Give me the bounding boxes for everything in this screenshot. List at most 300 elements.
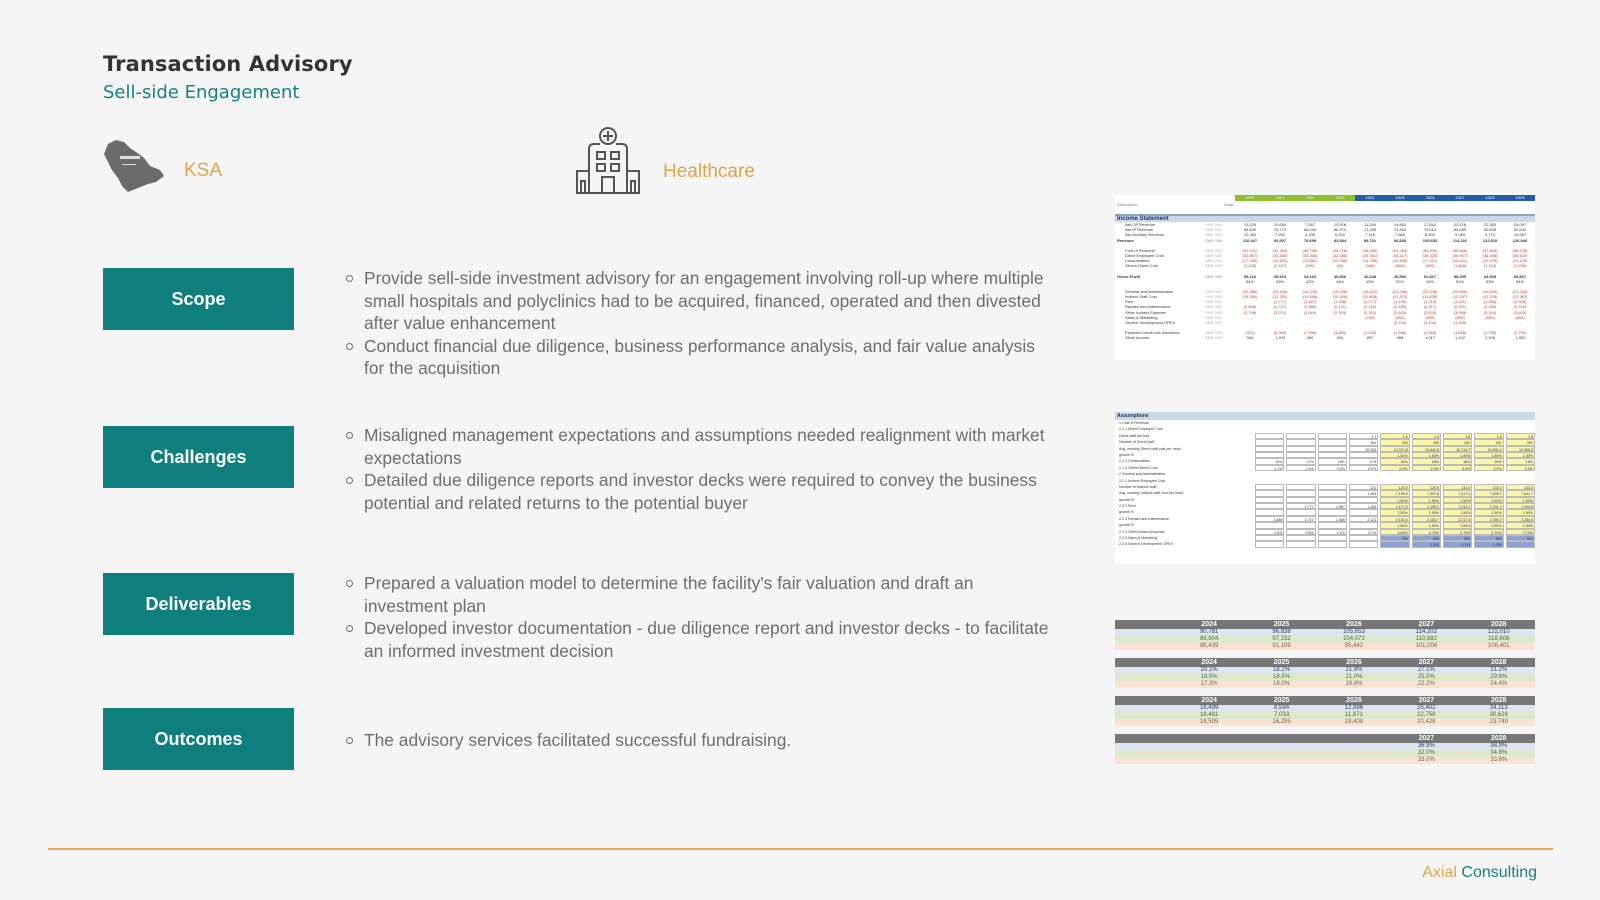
deliverables-label: Deliverables — [103, 573, 294, 635]
row-value: 92,542 — [1513, 227, 1527, 233]
row-value — [1245, 757, 1317, 764]
row-value: 54% — [1515, 278, 1524, 284]
row-cell: 2,152.4 — [1380, 516, 1409, 522]
row-value: (1,213) — [1423, 299, 1437, 305]
bullet-item: Developed investor documentation - due diligence report and investor decks - to facilitate an informed investment decision — [346, 617, 1056, 662]
year-cell: 2027 — [1418, 659, 1435, 666]
row-label: Avg. monthly Indirect staff cost per head — [1119, 491, 1183, 496]
row-value: (58,578) — [1512, 247, 1528, 253]
row-label: Net OP Revenue — [1125, 222, 1156, 227]
row-value: 86,600 — [1243, 227, 1257, 233]
row-value: 11,284 — [1364, 222, 1376, 227]
row-value: (2,833) — [1423, 309, 1437, 315]
row-value: (2,332) — [1363, 309, 1377, 315]
row-value: 9,084 — [1454, 232, 1465, 238]
row-cell: 1,177.5 — [1380, 503, 1409, 509]
row-unit: SAR '000 — [1205, 294, 1222, 300]
row-value: 7,252 — [1274, 232, 1285, 238]
challenges-label: Challenges — [103, 426, 294, 488]
row-value: 24,097 — [1513, 222, 1527, 227]
row-value: (53,826) — [1422, 247, 1438, 253]
row-cell: 0.9% — [1380, 465, 1409, 471]
row-label: 2.1.3 Others Direct Cost — [1119, 465, 1158, 470]
row-value: 84,089 — [1453, 227, 1467, 233]
row-value: 42% — [1305, 278, 1314, 284]
row-cell: 16% — [1318, 458, 1347, 464]
row-label: Indirect Staff Cost — [1125, 294, 1157, 300]
bullet-item: The advisory services facilitated successful fundraising. — [346, 729, 1056, 752]
bullet-item: Prepared a valuation model to determine the facility's fair valuation and draft an investment plan — [346, 572, 1056, 617]
row-value: 110,882 — [1415, 636, 1437, 642]
row-value: 17.3% — [1200, 681, 1218, 687]
row-cell: 2.4% — [1286, 465, 1315, 471]
row-value: 1,228 — [1484, 335, 1495, 341]
row-value: (1,792) — [1513, 330, 1527, 336]
row-cell: 1.50% — [1474, 497, 1503, 503]
summary-table — [1115, 658, 1535, 688]
row-cell: 7,307.8 — [1412, 490, 1441, 496]
row-value: 122,010 — [1487, 629, 1510, 635]
income-statement-thumbnail — [1115, 195, 1535, 360]
row-unit: SAR '000 — [1205, 222, 1222, 227]
income-statement-heading: Income Statement — [1115, 214, 1535, 222]
row-value: 465 — [1306, 335, 1314, 341]
bullet-item: Conduct financial due diligence, business performance analysis, and fair value analysis for the acquisition — [346, 335, 1056, 380]
row-value: (15,226) — [1302, 288, 1318, 294]
row-cell: 1.8 — [1412, 433, 1441, 439]
row-value: (2,848) — [1243, 304, 1257, 310]
summary-tables-thumbnail — [1115, 620, 1535, 782]
row-value: 8,400 — [1424, 232, 1435, 238]
row-value: (11,313) — [1392, 294, 1408, 300]
row-cell: 0.2% — [1318, 465, 1347, 471]
row-value: 83,584 — [1333, 237, 1347, 243]
row-cell: 12,068.5 — [1506, 446, 1535, 452]
row-value: (809) — [1515, 314, 1525, 320]
row-value: (606) — [1395, 263, 1405, 269]
row-value: 114,202 — [1415, 629, 1437, 635]
row-value: 29.6% — [1490, 674, 1508, 680]
row-value: (800) — [1395, 314, 1405, 320]
header-spacer — [1115, 696, 1173, 705]
row-cell: 1,777 — [1286, 503, 1315, 509]
row-label: Avg. monthly Direct staff cost per head — [1119, 446, 1181, 451]
row-cell — [1318, 541, 1347, 547]
year-cell: 2026 — [1346, 621, 1362, 628]
row-cell: 2,848 — [1255, 516, 1284, 522]
row-label: Repairs and maintenance — [1125, 304, 1171, 310]
row-value: 22,393 — [1483, 222, 1497, 227]
year-cell: 2025 — [1273, 697, 1290, 704]
summary-row — [1115, 681, 1535, 688]
year-cell: 2024 — [1355, 195, 1385, 201]
row-cell: 1.50% — [1380, 509, 1409, 515]
row-value: 59,216 — [1243, 273, 1257, 279]
row-spacer — [1115, 712, 1173, 719]
summary-row — [1115, 743, 1535, 750]
row-value: (1,231) — [1453, 299, 1467, 305]
row-spacer — [1115, 705, 1173, 712]
row-cell: 1.50% — [1443, 509, 1472, 515]
year-cell: 2027 — [1418, 697, 1435, 704]
row-cell: 16% — [1412, 458, 1441, 464]
row-label: Rent — [1125, 299, 1134, 305]
year-cell: 2025 — [1385, 195, 1415, 201]
row-value — [1318, 750, 1390, 757]
row-value: (1,777) — [1273, 299, 1287, 305]
row-value: - — [1249, 314, 1251, 320]
row-cell: 133.0 — [1474, 484, 1503, 490]
row-unit: SAR '000 — [1205, 258, 1222, 264]
row-cell: 16% — [1380, 458, 1409, 464]
row-spacer — [1115, 743, 1173, 750]
row-cell: 3,154 — [1412, 541, 1441, 547]
row-value: (189) — [1305, 263, 1315, 269]
row-cell: 7,199.9 — [1380, 490, 1409, 496]
row-value: (15,658) — [1392, 258, 1408, 264]
row-spacer — [1115, 636, 1173, 643]
row-value: (5,365) — [1273, 330, 1287, 336]
row-value: 8,594 — [1274, 705, 1290, 711]
bullet-circle-icon — [346, 275, 353, 282]
year-cell — [1245, 734, 1317, 743]
row-value: (10,306) — [1332, 294, 1348, 300]
row-cell: 298 — [1412, 439, 1441, 445]
row-spacer — [1115, 719, 1173, 726]
bullet-circle-icon — [346, 580, 353, 587]
row-value: 1,142 — [1454, 335, 1465, 341]
row-value: (34,546) — [1272, 252, 1288, 258]
row-value: 17,642 — [1423, 222, 1437, 227]
row-value: (19,830) — [1482, 288, 1498, 294]
row-unit: SAR '000 — [1205, 232, 1222, 238]
row-value: (1,425) — [1363, 330, 1377, 336]
assumptions-rows — [1115, 420, 1535, 548]
row-value: 1,017 — [1424, 335, 1435, 341]
row-value: (12,378) — [1482, 294, 1498, 300]
row-value: (1,008) — [1453, 263, 1467, 269]
row-unit: SAR '000 — [1205, 227, 1222, 233]
income-statement-rows — [1115, 222, 1535, 341]
row-cell: 1,231.3 — [1474, 503, 1503, 509]
row-cell: 16% — [1255, 458, 1284, 464]
year-cell — [1173, 734, 1245, 743]
row-value: 51,827 — [1423, 273, 1437, 279]
row-value: 47% — [1395, 278, 1404, 284]
row-cell: 1.8 — [1443, 433, 1472, 439]
row-value: (18,621) — [1452, 258, 1468, 264]
row-cell: 2.70% — [1443, 529, 1472, 535]
row-value: 20,118 — [1454, 222, 1466, 227]
year-cell — [1318, 734, 1390, 743]
row-value: 897 — [1366, 335, 1374, 341]
row-cell: 1,586 — [1318, 516, 1347, 522]
row-cell: 262 — [1443, 439, 1472, 445]
row-cell: 1.8 — [1474, 433, 1503, 439]
row-value: 89,701 — [1363, 237, 1377, 243]
row-unit — [1205, 279, 1235, 284]
row-value — [1245, 750, 1317, 757]
row-value: - — [1249, 320, 1251, 325]
row-value: (15,652) — [1272, 258, 1288, 264]
year-cell: 2026 — [1346, 659, 1362, 666]
summary-row — [1115, 705, 1535, 712]
row-value: 12,284 — [1243, 232, 1257, 238]
row-value: 36.9% — [1417, 743, 1435, 749]
row-unit: SAR '000 — [1205, 330, 1222, 336]
row-unit: SAR '000 — [1205, 252, 1222, 258]
year-cell: 2026 — [1415, 195, 1445, 201]
row-cell: 7,641.7 — [1506, 490, 1535, 496]
row-value: 106,401 — [1487, 643, 1510, 649]
row-cell: 10,371.8 — [1380, 446, 1409, 452]
row-value: (1,755) — [1483, 330, 1497, 336]
row-value: 10,918 — [1333, 222, 1347, 227]
row-value: (1,195) — [1393, 299, 1407, 305]
row-value: (20,209) — [1482, 258, 1498, 264]
row-value: (15,612) — [1362, 288, 1378, 294]
header-spacer — [1115, 734, 1173, 743]
row-value: 122,810 — [1482, 237, 1498, 243]
year-cell: 2023 — [1325, 195, 1355, 201]
brand-logo: Axial Consulting — [1422, 864, 1537, 881]
row-spacer — [1115, 629, 1173, 636]
row-unit: SAR '000 — [1205, 335, 1222, 341]
row-cell: 0.9% — [1474, 465, 1503, 471]
row-value: 89,904 — [1199, 636, 1219, 642]
row-cell: 800 — [1506, 535, 1535, 541]
row-cell: 0.9% — [1412, 465, 1441, 471]
row-value: (7,938) — [1303, 330, 1317, 336]
row-value: 79,699 — [1303, 237, 1317, 243]
bullet-circle-icon — [346, 477, 353, 484]
row-cell — [1380, 541, 1409, 547]
row-unit: SAR '000 — [1205, 288, 1222, 294]
row-label: 2.2.6 Service Development OPEX — [1119, 542, 1174, 547]
row-value: (1,587) — [1303, 299, 1317, 305]
summary-row — [1115, 757, 1535, 764]
bullet-circle-icon — [346, 432, 353, 439]
row-value: - — [1339, 314, 1341, 320]
row-cell: 1.50% — [1474, 452, 1503, 458]
summary-row — [1115, 674, 1535, 681]
row-label: 2.2.5 Sales & Marketing — [1119, 536, 1158, 541]
row-cell: 1.50% — [1443, 497, 1472, 503]
row-cell: 133.0 — [1506, 484, 1535, 490]
year-cell: 2025 — [1273, 659, 1290, 666]
row-label: 2.2.2 Rent — [1119, 504, 1136, 509]
row-value: (36,957) — [1452, 252, 1468, 258]
row-value: 71,299 — [1363, 227, 1377, 233]
row-cell: 1,213.1 — [1443, 503, 1472, 509]
row-value: (48,053) — [1362, 247, 1378, 253]
row-value: (46,716) — [1332, 247, 1348, 253]
row-spacer — [1115, 757, 1173, 764]
row-value: 54% — [1245, 278, 1254, 284]
row-label: growth % — [1119, 452, 1134, 457]
row-value: (20,695) — [1452, 288, 1468, 294]
row-value: 64,905 — [1483, 273, 1497, 279]
scope-label: Scope — [103, 268, 294, 330]
row-value: 7,684 — [1394, 232, 1405, 238]
row-cell: 0.9% — [1506, 465, 1535, 471]
year-cell: 2028 — [1490, 697, 1507, 704]
row-value: (750) — [1365, 314, 1375, 320]
row-unit: SAR '000 — [1205, 309, 1222, 315]
row-value: 18.5% — [1273, 674, 1291, 680]
row-value: 19.5% — [1200, 674, 1218, 680]
summary-header — [1115, 696, 1535, 705]
row-cell: 2.70% — [1474, 529, 1503, 535]
row-value: (36,498) — [1482, 252, 1498, 258]
row-cell: 1.50% — [1443, 522, 1472, 528]
row-cell: 2.1% — [1318, 529, 1347, 535]
summary-row — [1115, 719, 1535, 726]
row-value: 86,439 — [1199, 643, 1219, 649]
year-cell: 2028 — [1490, 659, 1507, 666]
row-value: (1,640) — [1303, 309, 1317, 315]
row-label: Service Development OPEX — [1125, 320, 1176, 325]
row-value: 44% — [1335, 278, 1344, 284]
challenges-bullets — [346, 424, 1056, 514]
row-cell: 3,134 — [1443, 541, 1472, 547]
row-value: (2,284) — [1483, 304, 1497, 310]
table-row — [1115, 541, 1535, 547]
row-value: (2,318) — [1513, 304, 1527, 310]
row-value: (2,293) — [1333, 309, 1347, 315]
row-value: (1,235) — [1513, 263, 1527, 269]
row-value: (21,246) — [1392, 288, 1408, 294]
row-label: Consumables — [1125, 258, 1150, 264]
row-value: - — [1369, 320, 1371, 325]
row-value: (14,354) — [1242, 294, 1258, 300]
row-value: 96,838 — [1393, 237, 1407, 243]
row-cell: 120.0 — [1412, 484, 1441, 490]
row-value: 21.9% — [1345, 667, 1363, 673]
row-cell — [1349, 541, 1378, 547]
row-value: (55,846) — [1452, 247, 1468, 253]
row-unit: SAR '000 — [1205, 299, 1222, 305]
row-cell: 262 — [1474, 439, 1503, 445]
row-cell: 2.60% — [1380, 529, 1409, 535]
row-value: - — [1489, 320, 1491, 325]
row-value: (34,417) — [1392, 252, 1408, 258]
row-label: Direct staff per bed — [1119, 433, 1150, 438]
row-label: Others Direct Cost — [1125, 263, 1158, 269]
row-value: 96,838 — [1272, 629, 1291, 635]
row-cell: 1.1% — [1255, 465, 1284, 471]
summary-row — [1115, 712, 1535, 719]
row-cell: 1.50% — [1506, 522, 1535, 528]
bullet-item: Detailed due diligence reports and investor decks were required to convey the business potential and related returns to the potential buyer — [346, 469, 1056, 514]
year-cell: 2026 — [1346, 697, 1362, 704]
row-cell: 7,528.7 — [1474, 490, 1503, 496]
row-label: General and Administrative — [1125, 288, 1174, 294]
row-value: (2,251) — [1453, 304, 1467, 310]
row-label: Number of Indirect staff — [1119, 484, 1157, 489]
row-value: (20,266) — [1242, 288, 1258, 294]
row-cell: 1.50% — [1412, 522, 1441, 528]
row-value: (1,727) — [1273, 304, 1287, 310]
row-value: (1,563) — [1423, 330, 1437, 336]
row-value: (3,316) — [1483, 309, 1497, 315]
row-cell: 10,541.6 — [1412, 446, 1441, 452]
row-value: 114,202 — [1452, 237, 1468, 243]
row-value: 51% — [1455, 278, 1464, 284]
row-value: (2,798) — [1243, 309, 1257, 315]
row-value: 101,006 — [1415, 643, 1438, 649]
table-row — [1115, 320, 1535, 325]
row-value: 6,420 — [1334, 232, 1345, 238]
row-value: 66,240 — [1303, 227, 1317, 233]
year-cell: 2028 — [1490, 735, 1507, 742]
row-value: - — [1279, 320, 1281, 325]
row-value: - — [1309, 314, 1311, 320]
row-value: 16,255 — [1272, 719, 1291, 725]
row-value: (809) — [1485, 314, 1495, 320]
row-unit: SAR '000 — [1205, 314, 1222, 320]
row-value: 30,626 — [1489, 712, 1508, 718]
row-cell: 1.50% — [1506, 509, 1535, 515]
row-unit: SAR '000 — [1205, 237, 1223, 243]
row-value: (1,110) — [1483, 263, 1497, 269]
row-value: 92,307 — [1273, 237, 1287, 243]
year-cell: 2020 — [1235, 195, 1265, 201]
row-value: 66,867 — [1513, 273, 1527, 279]
row-value: (609) — [1425, 263, 1435, 269]
row-cell: 1,335 — [1474, 541, 1503, 547]
row-value: (2,615) — [1393, 309, 1407, 315]
row-value: (3,134) — [1423, 320, 1437, 325]
row-value: (3,065) — [1453, 309, 1467, 315]
row-cell: 2,184.7 — [1412, 516, 1441, 522]
row-cell: 800 — [1474, 535, 1503, 541]
page-subtitle: Sell-side Engagement — [103, 82, 300, 103]
row-label: Revenue — [1117, 237, 1134, 243]
row-label: Cost of Revenue — [1125, 247, 1155, 253]
row-value: 19.8% — [1345, 681, 1363, 687]
row-value: (12,563) — [1512, 294, 1528, 300]
row-value: (17,338) — [1242, 258, 1258, 264]
row-value: 10,287 — [1513, 232, 1527, 238]
row-value — [1318, 743, 1390, 750]
row-value: 33.6% — [1490, 757, 1508, 763]
row-label: 2.2.1 Indirect Employee Cost — [1119, 478, 1166, 483]
row-value: (32,667) — [1242, 252, 1258, 258]
bullet-circle-icon — [346, 625, 353, 632]
row-value: (32,288) — [1332, 252, 1348, 258]
row-value: (1,658) — [1453, 330, 1467, 336]
row-unit: SAR '000 — [1205, 304, 1222, 310]
row-cell: 750 — [1380, 535, 1409, 541]
row-value: 31.2% — [1490, 667, 1508, 673]
row-unit: SAR '000 — [1205, 263, 1222, 269]
table-row — [1115, 279, 1535, 284]
hospital-icon — [573, 127, 643, 195]
row-value: 32.0% — [1417, 750, 1435, 756]
row-value: (10,808) — [1362, 294, 1378, 300]
row-value: (1,225) — [1243, 263, 1257, 269]
row-value: (11,838) — [1422, 294, 1438, 300]
table-row — [1115, 335, 1535, 340]
header-spacer — [1115, 658, 1173, 667]
row-cell: 16% — [1474, 458, 1503, 464]
row-value: (57,605) — [1482, 247, 1498, 253]
row-value: (21,125) — [1512, 258, 1528, 264]
year-cell: 2021 — [1265, 195, 1295, 201]
row-value: (11,596) — [1302, 294, 1318, 300]
summary-row — [1115, 750, 1535, 757]
